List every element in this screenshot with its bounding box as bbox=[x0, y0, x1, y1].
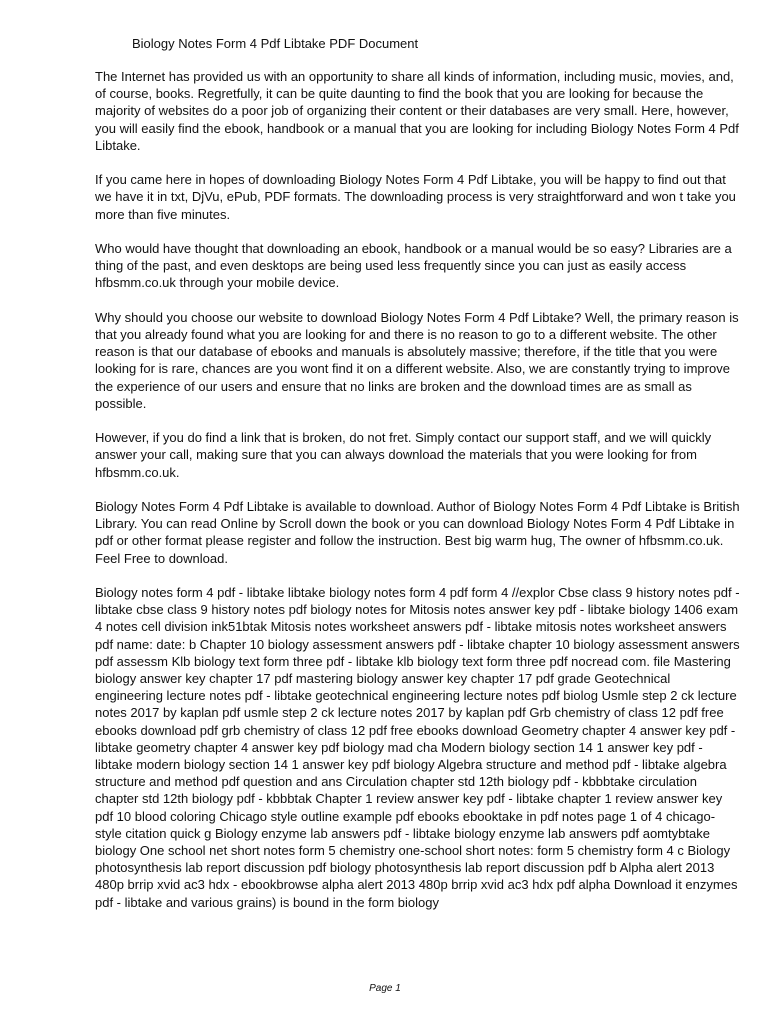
document-title: Biology Notes Form 4 Pdf Libtake PDF Document bbox=[132, 36, 419, 51]
paragraph-intro: The Internet has provided us with an opportunity to share all kinds of information, including music, movies, and, of course, books. Regretfully, it can be quite daunting to find the book that you are looking for because the majority of websites do a poor job of organizing their content or their databases are very small. Here, however, you will easily find the ebook, handbook or a manual that you are looking for including Biology Notes Form 4 Pdf Libtake. bbox=[95, 69, 739, 153]
related-searches-text: Biology notes form 4 pdf - libtake libtake biology notes form 4 pdf form 4 //explor Cbse class 9 history notes pdf - libtake cbse class 9 history notes pdf biology notes for Mitosis notes answer key pdf - libtake biology 1406 exam 4 notes cell division ink51btak Mitosis notes worksheet answers pdf - libtake mitosis notes worksheet answers pdf name: date: b Chapter 10 biology assessment answers pdf - libtake chapter 10 biology assessment answers pdf assessm Klb biology text form three pdf - libtake klb biology text form three pdf nocread com. file Mastering biology answer key chapter 17 pdf mastering biology answer key chapter 17 pdf grade Geotechnical engineering lecture notes pdf - libtake geotechnical engineering lecture notes pdf biolog Usmle step 2 ck lecture notes 2017 by kaplan pdf usmle step 2 ck lecture notes 2017 by kaplan pdf Grb chemistry of class 12 pdf free ebooks download pdf grb chemistry of class 12 pdf free ebooks download Geometry chapter 4 answer key pdf - libtake geometry chapter 4 answer key pdf biology mad cha Modern biology section 14 1 answer key pdf - libtake modern biology section 14 1 answer key pdf biology Algebra structure and method pdf - libtake algebra structure and method pdf question and ans Circulation chapter std 12th biology pdf - kbbbtake circulation chapter std 12th biology pdf - kbbbtak Chapter 1 review answer key pdf - libtake chapter 1 review answer key pdf 10 blood coloring Chicago style outline example pdf ebooks ebooktake in pdf notes page 1 of 4 chicago-style citation quick g Biology enzyme lab answers pdf - libtake biology enzyme lab answers pdf aomtybtake biology One school net short notes form 5 chemistry one-school short notes: form 5 chemistry form 4 c Biology photosynthesis lab report discussion pdf biology photosynthesis lab report discussion pdf b Alpha alert 2013 480p brrip xvid ac3 hdx - ebookbrowse alpha alert 2013 480p brrip xvid ac3 hdx pdf alpha Download it enzymes pdf - libtake and various grains) is bound in the form biology bbox=[95, 585, 740, 910]
paragraph-availability: Biology Notes Form 4 Pdf Libtake is available to download. Author of Biology Notes Form 4 Pdf Libtake is British Library. You can read Online by Scroll down the book or you can download Biology Notes Form 4 Pdf Libtake in pdf or other format please register and follow the instruction. Best big warm hug, The owner of hfbsmm.co.uk. Feel Free to download. bbox=[95, 499, 740, 566]
document-body bbox=[95, 68, 740, 928]
paragraph-why-choose: Why should you choose our website to download Biology Notes Form 4 Pdf Libtake? Well, the primary reason is that you already found what you are looking for and there is no reason to go to a different website. The other reason is that our database of ebooks and manuals is absolutely massive; therefore, if the title that you were looking for is rare, chances are you wont find it on a different website. Also, we are constantly trying to improve the experience of our users and ensure that no links are broken and the download times are as small as possible. bbox=[95, 309, 739, 411]
paragraph-broken-links: However, if you do find a link that is broken, do not fret. Simply contact our support staff, and we will quickly answer your call, making sure that you can always download the materials that you were looking for from hfbsmm.co.uk. bbox=[95, 430, 712, 480]
page-number: Page 1 bbox=[369, 983, 401, 994]
paragraph-easy-download: Who would have thought that downloading an ebook, handbook or a manual would be so easy? Libraries are a thing of the past, and even desktops are being used less frequently since you can just as easily access hfbsmm.co.uk through your mobile device. bbox=[95, 241, 732, 291]
paragraph-formats: If you came here in hopes of downloading Biology Notes Form 4 Pdf Libtake, you will be happy to find out that we have it in txt, DjVu, ePub, PDF formats. The downloading process is very straightforward and won t take you more than five minutes. bbox=[95, 172, 736, 222]
